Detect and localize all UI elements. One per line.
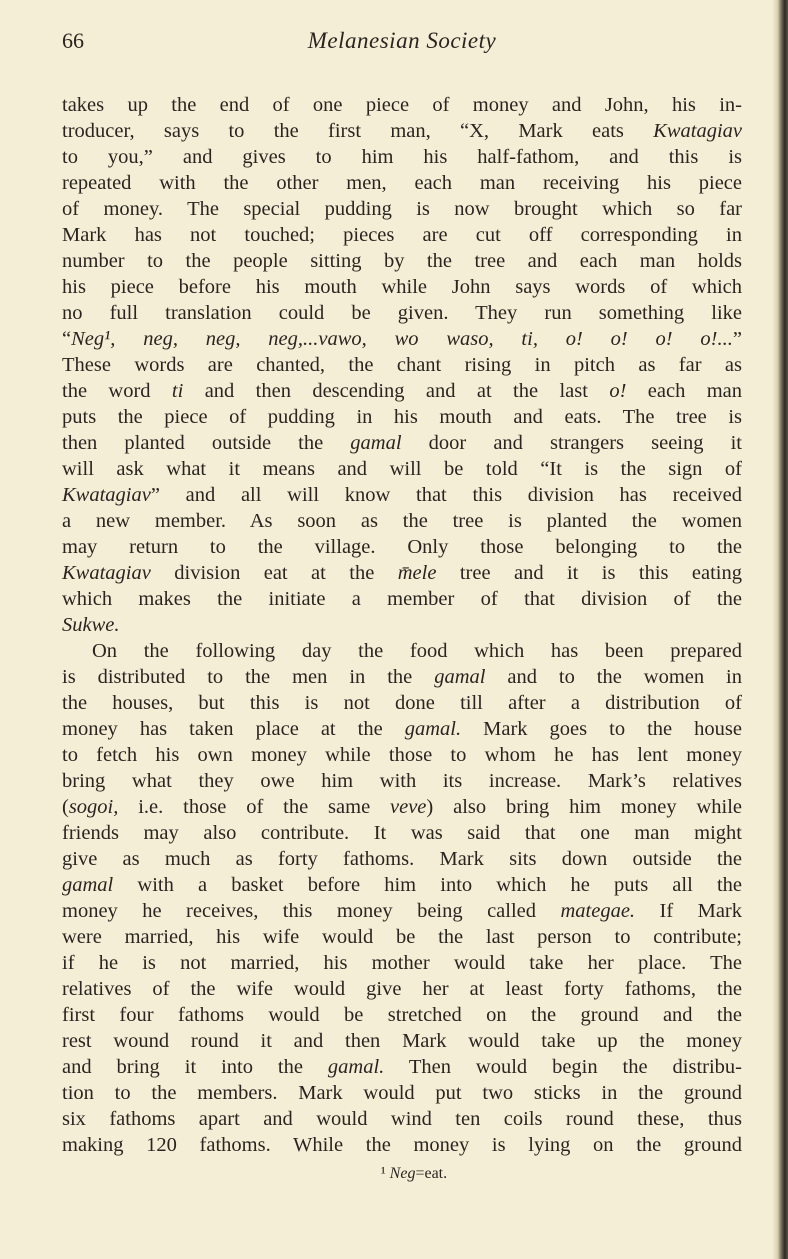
text-line: [62, 794, 742, 820]
page-number: 66: [62, 28, 84, 53]
text-segment: first four fathoms would be stretched on the ground and the: [62, 1004, 742, 1026]
italic-term: mategae.: [560, 900, 636, 922]
text-line: [62, 92, 742, 118]
text-line: [62, 300, 742, 326]
text-segment: of money. The special pudding is now brought which so far: [62, 198, 742, 220]
text-line: [62, 560, 742, 586]
text-line: [62, 482, 742, 508]
text-segment: will ask what it means and will be told “It is the sign of: [62, 458, 742, 480]
text-line: [62, 534, 742, 560]
text-segment: give as much as forty fathoms. Mark sits down outside the: [62, 848, 742, 870]
text-segment: the word: [62, 380, 172, 402]
text-segment: division eat at the: [150, 562, 398, 584]
text-line: [62, 430, 742, 456]
text-segment: and then descending and at the last: [183, 380, 610, 402]
text-segment: may return to the village. Only those belonging to the: [62, 536, 742, 558]
italic-term: m̄ele: [397, 562, 437, 584]
text-segment: troducer, says to the first man, “X, Mark eats: [62, 120, 654, 142]
text-line: [62, 196, 742, 222]
text-line: [62, 638, 742, 664]
text-segment: money has taken place at the: [62, 718, 405, 740]
text-segment: tree and it is this eating: [436, 562, 743, 584]
italic-term: ti: [171, 380, 184, 402]
text-segment: bring what they owe him with its increase. Mark’s relatives: [62, 770, 742, 792]
text-line: [62, 404, 742, 430]
italic-term: gamal: [434, 666, 486, 688]
text-segment: door and strangers seeing it: [401, 432, 742, 454]
italic-term: gamal: [62, 874, 114, 896]
text-line: [62, 1132, 742, 1158]
running-title: Melanesian Society: [307, 28, 497, 53]
text-line: [62, 1002, 742, 1028]
text-line: [62, 664, 742, 690]
italic-term: Neg¹, neg, neg, neg,...vawo, wo waso, ti, o! o! o! o!...: [71, 328, 733, 350]
text-line: [62, 326, 742, 352]
italic-term: Kwatagiav: [62, 484, 151, 506]
text-line: [62, 378, 742, 404]
italic-term: o!: [609, 380, 627, 402]
text-segment: takes up the end of one piece of money and John, his in-: [62, 94, 742, 116]
text-segment: friends may also contribute. It was said that one man might: [62, 822, 742, 844]
text-line: [62, 716, 742, 742]
text-segment: These words are chanted, the chant rising in pitch as far as: [62, 354, 742, 376]
text-line: [62, 170, 742, 196]
text-segment: ) also bring him money while: [426, 796, 742, 818]
body-text: [62, 92, 742, 1158]
text-segment: if he is not married, his mother would take her place. The: [62, 952, 742, 974]
text-segment: ” and all will know that this division has received: [150, 484, 742, 506]
text-line: [62, 768, 742, 794]
text-segment: On the following day the food which has been prepared: [92, 640, 742, 662]
text-segment: tion to the members. Mark would put two sticks in the ground: [62, 1082, 742, 1104]
text-segment: his piece before his mouth while John says words of which: [62, 276, 742, 298]
text-segment: the houses, but this is not done till after a distribution of: [62, 692, 742, 714]
text-segment: If Mark: [635, 900, 743, 922]
footnote-marker: ¹: [380, 1165, 390, 1182]
text-segment: money he receives, this money being called: [62, 900, 561, 922]
text-segment: to fetch his own money while those to whom he has lent money: [62, 744, 742, 766]
footnote: [0, 1164, 788, 1184]
text-line: [62, 872, 742, 898]
text-segment: no full translation could be given. They run something like: [62, 302, 742, 324]
text-line: [62, 222, 742, 248]
text-line: [62, 248, 742, 274]
text-segment: a new member. As soon as the tree is planted the women: [62, 510, 742, 532]
text-segment: rest wound round it and then Mark would take up the money: [62, 1030, 742, 1052]
text-line: [62, 976, 742, 1002]
text-line: [62, 846, 742, 872]
text-segment: and to the women in: [485, 666, 742, 688]
text-line: [62, 1028, 742, 1054]
text-segment: with a basket before him into which he puts all the: [113, 874, 742, 896]
text-segment: making 120 fathoms. While the money is lying on the ground: [62, 1134, 742, 1156]
italic-term: gamal.: [404, 718, 462, 740]
text-segment: ”: [732, 328, 742, 350]
text-segment: each man: [626, 380, 742, 402]
text-segment: which makes the initiate a member of that division of the: [62, 588, 742, 610]
text-line: [62, 612, 742, 638]
text-line: [62, 690, 742, 716]
text-segment: Mark has not touched; pieces are cut off corresponding in: [62, 224, 742, 246]
text-line: [62, 586, 742, 612]
text-segment: is distributed to the men in the: [62, 666, 435, 688]
text-segment: repeated with the other men, each man receiving his piece: [62, 172, 742, 194]
text-line: [62, 144, 742, 170]
text-segment: were married, his wife would be the last person to contribute;: [62, 926, 742, 948]
text-segment: puts the piece of pudding in his mouth and eats. The tree is: [62, 406, 742, 428]
text-line: [62, 950, 742, 976]
text-line: [62, 898, 742, 924]
text-line: [62, 1054, 742, 1080]
text-line: [62, 1106, 742, 1132]
text-line: [62, 820, 742, 846]
text-line: [62, 118, 742, 144]
text-segment: number to the people sitting by the tree and each man holds: [62, 250, 742, 272]
text-line: [62, 508, 742, 534]
text-segment: then planted outside the: [62, 432, 351, 454]
footnote-definition: =eat.: [415, 1165, 448, 1182]
italic-term: gamal: [350, 432, 402, 454]
text-segment: “: [62, 328, 72, 350]
text-line: [62, 456, 742, 482]
text-segment: relatives of the wife would give her at least forty fathoms, the: [62, 978, 742, 1000]
text-line: [62, 274, 742, 300]
text-segment: (: [62, 796, 69, 818]
text-segment: and bring it into the: [62, 1056, 328, 1078]
italic-term: sogoi,: [68, 796, 119, 818]
italic-term: Kwatagiav: [653, 120, 742, 142]
text-segment: to you,” and gives to him his half-fathom, and this is: [62, 146, 742, 168]
italic-term: Sukwe.: [62, 614, 120, 636]
page-header: [62, 28, 742, 58]
text-line: [62, 742, 742, 768]
text-segment: i.e. those of the same: [118, 796, 391, 818]
text-line: [62, 352, 742, 378]
text-segment: Then would begin the distribu-: [384, 1056, 743, 1078]
text-line: [62, 924, 742, 950]
text-segment: six fathoms apart and would wind ten coils round these, thus: [62, 1108, 742, 1130]
italic-term: veve: [390, 796, 427, 818]
text-line: [62, 1080, 742, 1106]
book-spine-shadow: [772, 0, 788, 1259]
text-segment: Mark goes to the house: [461, 718, 742, 740]
footnote-term: Neg: [389, 1165, 416, 1182]
italic-term: Kwatagiav: [62, 562, 151, 584]
italic-term: gamal.: [327, 1056, 385, 1078]
